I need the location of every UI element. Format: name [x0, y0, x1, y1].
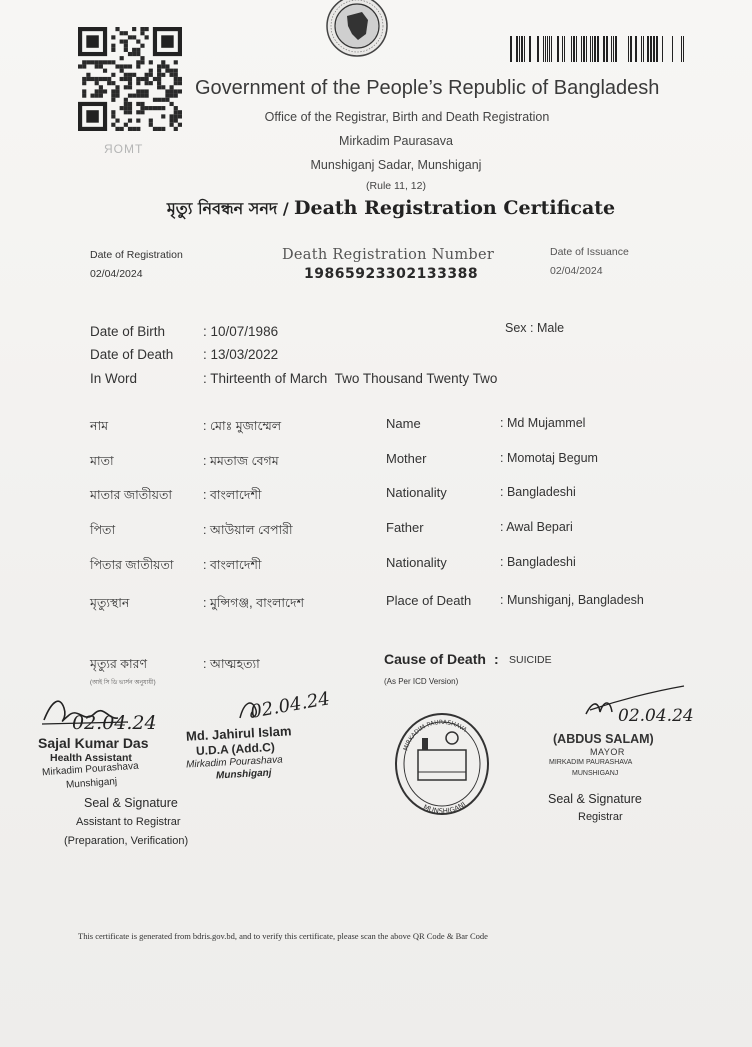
middle-signer-place: Munshiganj	[215, 767, 272, 782]
dob-label: Date of Birth	[90, 324, 166, 339]
cause-value-bn: : আত্মহত্যা	[203, 657, 260, 671]
field-value-bn-text: মোঃ মুজাম্মেল	[209, 419, 282, 433]
middle-signer-designation: U.D.A (Add.C)	[195, 739, 276, 759]
qr-caption: ЯОМТ	[104, 142, 144, 156]
field-value-en: : Momotaj Begum	[500, 451, 598, 465]
field-value-bn: : বাংলাদেশী	[203, 488, 262, 502]
field-value-en-text: Bangladeshi	[506, 555, 576, 569]
field-value-en: : Awal Bepari	[500, 520, 573, 534]
field-value-bn-text: মুন্সিগঞ্জ, বাংলাদেশ	[209, 596, 305, 610]
right-seal-caption: Seal & Signature	[548, 792, 642, 806]
government-title: Government of the People’s Republic of Bangladesh	[195, 77, 660, 99]
field-label-bn: পিতার জাতীয়তা	[90, 558, 174, 572]
field-value-en-text: Momotaj Begum	[506, 451, 598, 465]
seal-bottom-text: MUNSHIGANJ	[421, 800, 468, 816]
left-signer-name: Sajal Kumar Das	[38, 735, 149, 751]
certificate-title-bn: মৃত্যু নিবন্ধন সনদ /	[166, 199, 289, 218]
registration-date: 02/04/2024	[90, 268, 143, 280]
left-signer-designation: Health Assistant	[50, 752, 132, 764]
certificate-title	[0, 196, 752, 223]
field-label-en: Place of Death	[386, 593, 472, 608]
registration-number-label: Death Registration Number	[282, 247, 495, 263]
field-value-en-text: Bangladeshi	[506, 485, 576, 499]
field-value-bn-text: মমতাজ বেগম	[209, 454, 279, 468]
field-label-bn: নাম	[90, 419, 109, 433]
registration-date-label: Date of Registration	[90, 249, 183, 261]
inword-value: : Thirteenth of March Two Thousand Twenty Two	[203, 371, 498, 386]
field-label-bn: মৃত্যুস্থান	[90, 596, 130, 610]
registration-number: 19865923302133388	[304, 266, 479, 282]
left-signer-place: Munshiganj	[65, 776, 118, 791]
government-emblem-icon	[322, 0, 392, 60]
cause-value-en: SUICIDE	[509, 654, 552, 666]
sex-value: Sex : Male	[505, 321, 565, 335]
rule-reference: (Rule 11, 12)	[366, 180, 426, 192]
field-value-bn: : মোঃ মুজাম্মেল	[203, 419, 282, 433]
office-title: Office of the Registrar, Birth and Death Registration	[264, 110, 550, 124]
field-label-en: Father	[386, 520, 424, 535]
paurasava-name: Mirkadim Paurasava	[339, 134, 453, 148]
cause-note-bn: (আই সি ডি ভার্সন অনুযায়ী)	[90, 680, 156, 686]
field-value-en: : Bangladeshi	[500, 485, 576, 499]
left-role-detail: (Preparation, Verification)	[64, 835, 189, 847]
field-label-bn: মাতা	[90, 454, 114, 468]
field-value-en: : Munshiganj, Bangladesh	[500, 593, 644, 607]
field-value-en: : Md Mujammel	[500, 416, 586, 430]
cause-colon: :	[494, 651, 499, 667]
field-value-bn: : আউয়াল বেপারী	[203, 523, 293, 537]
left-seal-caption: Seal & Signature	[84, 796, 178, 810]
field-value-en-text: Munshiganj, Bangladesh	[506, 593, 644, 607]
field-value-en: : Bangladeshi	[500, 555, 576, 569]
middle-handwritten-date: 02.04.24	[248, 688, 332, 723]
municipal-seal	[392, 702, 492, 830]
left-role-caption: Assistant to Registrar	[76, 816, 181, 828]
field-label-en: Mother	[386, 451, 427, 466]
field-label-bn: মাতার জাতীয়তা	[90, 488, 173, 502]
field-label-bn: পিতা	[90, 523, 116, 537]
field-label-en: Nationality	[386, 555, 447, 570]
cause-value-bn-text: আত্মহত্যা	[209, 657, 260, 671]
dod-text: 13/03/2022	[210, 347, 279, 362]
inword-text: Thirteenth of March Two Thousand Twenty Two	[210, 371, 498, 386]
field-value-bn-text: আউয়াল বেপারী	[209, 523, 293, 537]
field-label-en: Name	[386, 416, 421, 431]
field-value-bn: : বাংলাদেশী	[203, 558, 262, 572]
cause-note-en: (As Per ICD Version)	[384, 677, 459, 686]
middle-signer-office: Mirkadim Pourashava	[185, 754, 283, 771]
field-value-bn: : মমতাজ বেগম	[203, 454, 279, 468]
cause-label-bn: মৃত্যুর কারণ	[90, 657, 148, 671]
certificate-title-en: Death Registration Certificate	[294, 197, 616, 219]
cause-label-en: Cause of Death	[384, 651, 486, 667]
field-value-bn: : মুন্সিগঞ্জ, বাংলাদেশ	[203, 596, 305, 610]
svg-text:MIRKADIM PAURASHAVA	[402, 719, 468, 752]
left-handwritten-date: 02.04.24	[72, 712, 157, 734]
right-signer-name: (ABDUS SALAM)	[553, 732, 654, 746]
field-value-bn-text: বাংলাদেশী	[209, 558, 262, 572]
verification-footer: This certificate is generated from bdris.gov.bd, and to verify this certificate, please scan the above QR Code & Bar Code	[78, 931, 488, 941]
dod-value: : 13/03/2022	[203, 347, 279, 362]
field-value-en-text: Awal Bepari	[506, 520, 573, 534]
right-handwritten-date: 02.04.24	[618, 706, 694, 726]
field-value-en-text: Md Mujammel	[506, 416, 586, 430]
right-signer-office: MIRKADIM PAURASHAVA	[549, 759, 633, 766]
svg-text:MUNSHIGANJ	[422, 801, 467, 816]
district-name: Munshiganj Sadar, Munshiganj	[310, 158, 482, 172]
right-role-caption: Registrar	[578, 811, 623, 823]
dod-label: Date of Death	[90, 347, 174, 362]
issuance-date: 02/04/2024	[550, 265, 603, 277]
inword-label: In Word	[90, 371, 138, 386]
dob-value: : 10/07/1986	[203, 324, 279, 339]
issuance-date-label: Date of Issuance	[550, 246, 629, 258]
middle-signer-name: Md. Jahirul Islam	[185, 723, 292, 744]
right-signer-place: MUNSHIGANJ	[572, 770, 619, 777]
seal-top-text: MIRKADIM PAURASHAVA	[402, 718, 468, 752]
right-signer-designation: MAYOR	[590, 747, 625, 757]
barcode[interactable]	[508, 36, 686, 62]
left-signer-office: Mirkadim Pourashava	[41, 760, 139, 779]
dob-text: 10/07/1986	[210, 324, 279, 339]
field-value-bn-text: বাংলাদেশী	[209, 488, 262, 502]
field-label-en: Nationality	[386, 485, 447, 500]
